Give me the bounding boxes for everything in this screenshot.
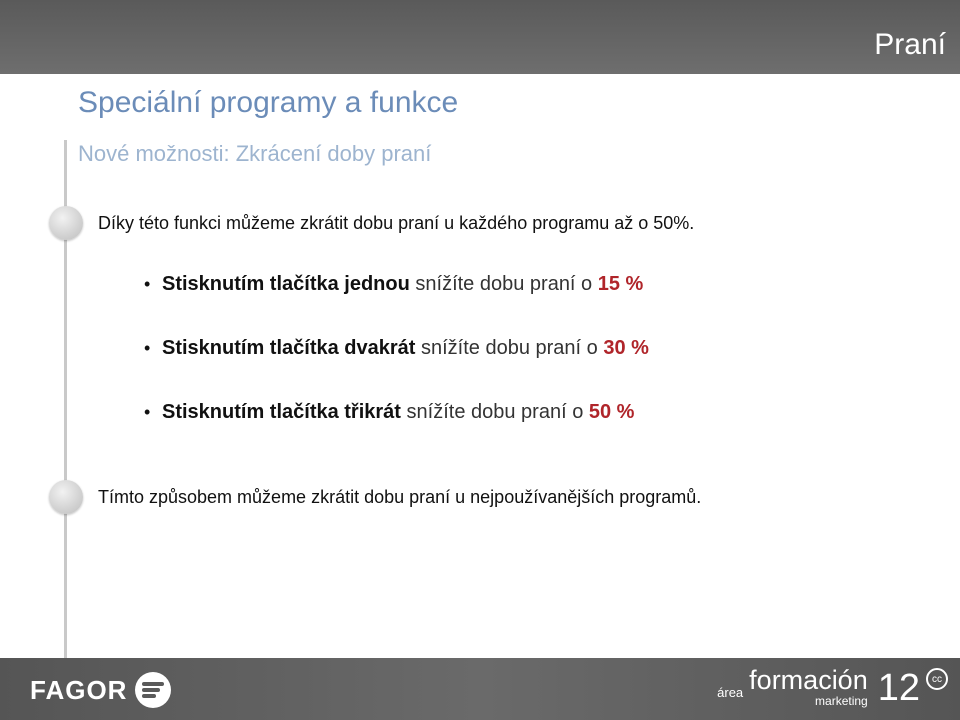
header-bar <box>0 0 960 74</box>
bullet-text: snížíte dobu praní o <box>409 273 598 295</box>
formacion-logo <box>717 666 948 708</box>
intro-text: Díky této funkci můžeme zkrátit dobu praní u každého programu až o 50%. <box>98 213 695 233</box>
bullet-item <box>144 334 649 362</box>
formacion-label: formación <box>749 665 868 695</box>
edition-number: 12 <box>877 667 920 709</box>
area-label: área <box>717 685 744 700</box>
marketing-label: marketing <box>815 694 868 708</box>
formacion-block <box>749 666 868 708</box>
bullet-value: 50 % <box>588 401 635 423</box>
fagor-logo <box>30 672 171 708</box>
footer-bar <box>0 658 960 720</box>
bullet-value: 15 % <box>597 273 644 295</box>
section-title: Praní <box>874 28 946 61</box>
bullet-list <box>144 270 649 462</box>
slide-title: Speciální programy a funkce <box>78 86 459 119</box>
bullet-text: snížíte dobu praní o <box>415 337 604 359</box>
bullet-text: snížíte dobu praní o <box>400 401 589 423</box>
brand-name: FAGOR <box>30 674 128 705</box>
bullet-item <box>144 270 649 298</box>
bullet-value: 30 % <box>603 337 649 359</box>
bullet-strong: Stisknutím tlačítka třikrát <box>162 401 401 423</box>
cc-badge-icon: cc <box>926 668 948 690</box>
conclusion-text: Tímto způsobem můžeme zkrátit dobu praní u nejpoužívanějších programů. <box>98 487 702 507</box>
fagor-mark-icon <box>135 672 171 708</box>
timeline-dot <box>49 206 83 240</box>
bullet-strong: Stisknutím tlačítka dvakrát <box>162 337 416 359</box>
bullet-strong: Stisknutím tlačítka jednou <box>162 273 410 295</box>
slide-subtitle: Nové možnosti: Zkrácení doby praní <box>78 141 432 166</box>
timeline-dot <box>49 480 83 514</box>
bullet-item <box>144 398 649 426</box>
